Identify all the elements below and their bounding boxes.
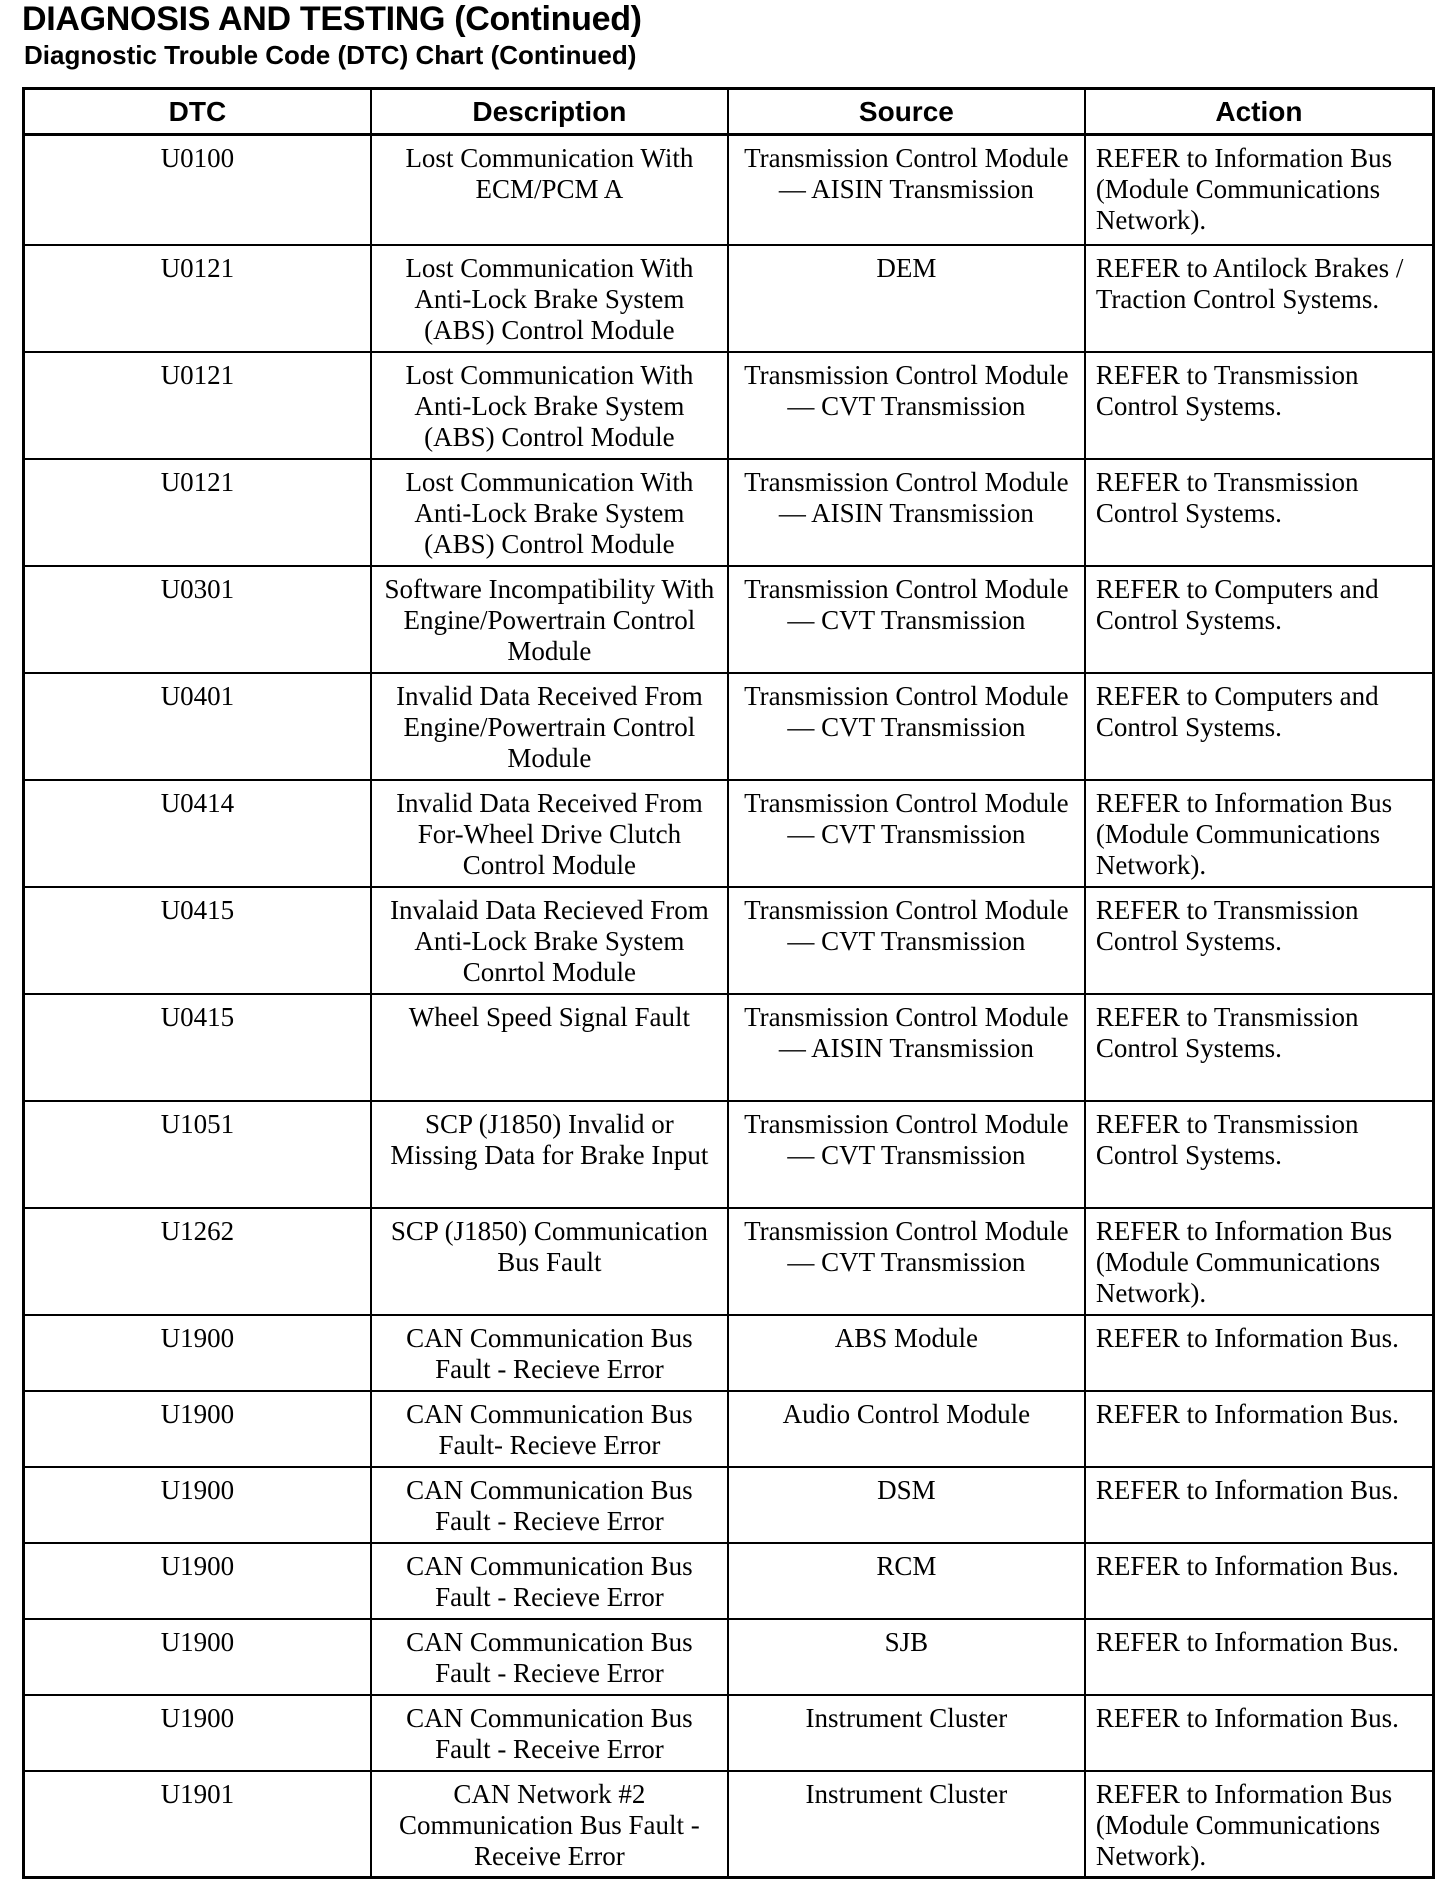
source-cell: DSM (728, 1467, 1085, 1543)
description-cell: CAN Communication Bus Fault - Receive Error (371, 1695, 728, 1771)
action-cell: REFER to Information Bus (Module Communications Network). (1085, 780, 1434, 887)
dtc-code-cell: U1051 (24, 1101, 371, 1208)
dtc-code-cell: U0415 (24, 887, 371, 994)
table-row (24, 1208, 1434, 1315)
source-cell: Transmission Control Module — CVT Transmission (728, 673, 1085, 780)
column-header-action: Action (1085, 89, 1434, 135)
source-cell: Audio Control Module (728, 1391, 1085, 1467)
description-cell: Lost Communication With ECM/PCM A (371, 135, 728, 245)
dtc-chart-table (22, 87, 1435, 1879)
table-body (24, 135, 1434, 1878)
table-row (24, 1101, 1434, 1208)
description-cell: Lost Communication With Anti-Lock Brake System (ABS) Control Module (371, 352, 728, 459)
chart-title: Diagnostic Trouble Code (DTC) Chart (Continued) (24, 40, 637, 70)
action-cell: REFER to Transmission Control Systems. (1085, 994, 1434, 1101)
action-cell: REFER to Computers and Control Systems. (1085, 673, 1434, 780)
source-cell: SJB (728, 1619, 1085, 1695)
source-cell: Transmission Control Module — CVT Transmission (728, 566, 1085, 673)
dtc-code-cell: U0121 (24, 352, 371, 459)
table-row (24, 135, 1434, 245)
description-cell: SCP (J1850) Communication Bus Fault (371, 1208, 728, 1315)
description-cell: CAN Communication Bus Fault- Recieve Error (371, 1391, 728, 1467)
table-row (24, 352, 1434, 459)
table-row (24, 245, 1434, 352)
table-row (24, 673, 1434, 780)
source-cell: Transmission Control Module — CVT Transmission (728, 780, 1085, 887)
action-cell: REFER to Transmission Control Systems. (1085, 887, 1434, 994)
column-header-description: Description (371, 89, 728, 135)
source-cell: Instrument Cluster (728, 1771, 1085, 1878)
dtc-code-cell: U0100 (24, 135, 371, 245)
description-cell: Invalaid Data Recieved From Anti-Lock Brake System Conrtol Module (371, 887, 728, 994)
action-cell: REFER to Computers and Control Systems. (1085, 566, 1434, 673)
action-cell: REFER to Transmission Control Systems. (1085, 352, 1434, 459)
description-cell: CAN Communication Bus Fault - Recieve Error (371, 1543, 728, 1619)
dtc-code-cell: U0121 (24, 245, 371, 352)
table-row (24, 887, 1434, 994)
action-cell: REFER to Information Bus (Module Communications Network). (1085, 1771, 1434, 1878)
table-row (24, 1391, 1434, 1467)
dtc-code-cell: U0301 (24, 566, 371, 673)
description-cell: Invalid Data Received From Engine/Powertrain Control Module (371, 673, 728, 780)
source-cell: Transmission Control Module — CVT Transmission (728, 352, 1085, 459)
source-cell: Transmission Control Module — AISIN Transmission (728, 135, 1085, 245)
table-row (24, 994, 1434, 1101)
table-row (24, 1467, 1434, 1543)
action-cell: REFER to Antilock Brakes / Traction Control Systems. (1085, 245, 1434, 352)
action-cell: REFER to Information Bus. (1085, 1315, 1434, 1391)
description-cell: Software Incompatibility With Engine/Powertrain Control Module (371, 566, 728, 673)
source-cell: ABS Module (728, 1315, 1085, 1391)
table-row (24, 1543, 1434, 1619)
table-row (24, 566, 1434, 673)
action-cell: REFER to Information Bus. (1085, 1619, 1434, 1695)
source-cell: Transmission Control Module — CVT Transmission (728, 1208, 1085, 1315)
dtc-code-cell: U0414 (24, 780, 371, 887)
table-row (24, 1771, 1434, 1878)
dtc-code-cell: U1900 (24, 1619, 371, 1695)
description-cell: SCP (J1850) Invalid or Missing Data for Brake Input (371, 1101, 728, 1208)
dtc-code-cell: U0401 (24, 673, 371, 780)
action-cell: REFER to Information Bus (Module Communications Network). (1085, 135, 1434, 245)
table-row (24, 459, 1434, 566)
column-header-dtc: DTC (24, 89, 371, 135)
table-row (24, 780, 1434, 887)
action-cell: REFER to Information Bus. (1085, 1467, 1434, 1543)
action-cell: REFER to Transmission Control Systems. (1085, 1101, 1434, 1208)
column-header-source: Source (728, 89, 1085, 135)
source-cell: RCM (728, 1543, 1085, 1619)
table-row (24, 1619, 1434, 1695)
source-cell: Transmission Control Module — CVT Transmission (728, 1101, 1085, 1208)
source-cell: Transmission Control Module — AISIN Transmission (728, 994, 1085, 1101)
dtc-code-cell: U1901 (24, 1771, 371, 1878)
description-cell: Lost Communication With Anti-Lock Brake System (ABS) Control Module (371, 459, 728, 566)
action-cell: REFER to Information Bus. (1085, 1391, 1434, 1467)
dtc-code-cell: U1900 (24, 1467, 371, 1543)
action-cell: REFER to Information Bus (Module Communications Network). (1085, 1208, 1434, 1315)
description-cell: CAN Communication Bus Fault - Recieve Error (371, 1315, 728, 1391)
action-cell: REFER to Transmission Control Systems. (1085, 459, 1434, 566)
page-title: DIAGNOSIS AND TESTING (Continued) (22, 0, 642, 38)
description-cell: Lost Communication With Anti-Lock Brake System (ABS) Control Module (371, 245, 728, 352)
dtc-code-cell: U1900 (24, 1315, 371, 1391)
dtc-code-cell: U0415 (24, 994, 371, 1101)
source-cell: Transmission Control Module — CVT Transmission (728, 887, 1085, 994)
dtc-code-cell: U1900 (24, 1543, 371, 1619)
description-cell: Invalid Data Received From For-Wheel Drive Clutch Control Module (371, 780, 728, 887)
dtc-code-cell: U1900 (24, 1695, 371, 1771)
action-cell: REFER to Information Bus. (1085, 1543, 1434, 1619)
description-cell: CAN Network #2 Communication Bus Fault - Receive Error (371, 1771, 728, 1878)
action-cell: REFER to Information Bus. (1085, 1695, 1434, 1771)
description-cell: CAN Communication Bus Fault - Recieve Error (371, 1619, 728, 1695)
dtc-code-cell: U1900 (24, 1391, 371, 1467)
source-cell: Instrument Cluster (728, 1695, 1085, 1771)
dtc-code-cell: U0121 (24, 459, 371, 566)
description-cell: Wheel Speed Signal Fault (371, 994, 728, 1101)
table-row (24, 1695, 1434, 1771)
source-cell: Transmission Control Module — AISIN Transmission (728, 459, 1085, 566)
table-row (24, 1315, 1434, 1391)
description-cell: CAN Communication Bus Fault - Recieve Error (371, 1467, 728, 1543)
table-header-row (24, 89, 1434, 135)
dtc-code-cell: U1262 (24, 1208, 371, 1315)
source-cell: DEM (728, 245, 1085, 352)
